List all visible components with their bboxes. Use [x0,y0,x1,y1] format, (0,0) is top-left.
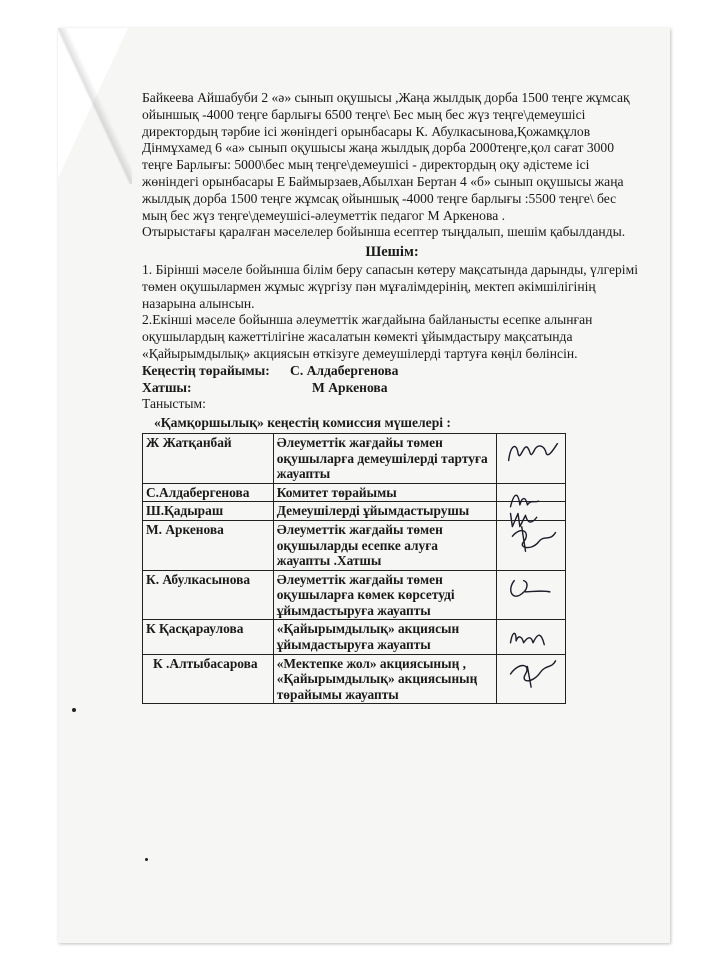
member-name: С.Алдабергенова [143,483,274,502]
decision-point-2: 2.Екінші мәселе бойынша әлеуметтік жағдайына байланысты есепке алынған оқушылардың кажеттілігіне жасалатын көмекті ұйымдастыру мақсатында «Қайырымдылық» акциясын өткізуге демеушілерді тартуға көңіл бөлінсін. [142,312,593,361]
decision-point-1: 1. Бірінші мәселе бойынша білім беру сапасын көтеру мақсатында дарынды, үлгерімі төмен оқушылармен жұмыс жүргізу пән мұғалімдерінің, мектеп әкімшілігінің назарына алынсын. [142,261,638,311]
chair-label: Кеңестің төрайымы: [142,362,270,378]
member-role: Әлеуметтік жағдайы төмен оқушыларға демеушілерді тартуға жауапты [273,433,496,483]
member-signature-cell [496,654,565,704]
member-role: «Қайырымдылық» акциясын ұйымдастыруға жауапты [273,620,496,654]
signature-stroke [511,580,550,596]
handwritten-signature [503,657,563,691]
document-body [142,90,642,704]
decision-heading: Шешім: [365,244,419,261]
member-role: Комитет төрайымы [273,483,496,502]
chair-name: С. Алдабергенова [290,362,399,378]
folded-corner-shadow [58,28,132,184]
member-signature-cell [496,483,565,502]
signature-stroke [512,527,555,551]
member-signature-cell [496,433,565,483]
member-name: Ж Жатқанбай [143,433,274,483]
intro-paragraph: Байкеева Айшабуби 2 «ә» сынып оқушысы ,Жаңа жылдық дорба 1500 теңге жұмсақ ойыншық -4000 теңге барлығы 6500 теңге\ Бес мың бес жүз теңге\демеушісі директордың тәрбие ісі жөніндегі орынбасары К. Абулкасынова,Қожамқұлов Дінмұхамед 6 «а» сынып оқушысы жаңа жылдық дорба 2000теңге,қол сағат 3000 теңге Барлығы: 5000\бес мың теңге\демеушісі - директордың оқу әдістеме ісі жөніндегі орынбасары Е Баймырзаев,Абылхан Бертан 4 «б» сынып оқушысы жаңа жылдық дорба 1500 теңге жұмсақ ойыншық -4000 теңге барлығы :5500 теңге\ бес мың бес жүз теңге\демеушісі-әлеуметтік педагог М Аркенова . [142,90,630,223]
signature-stroke [510,661,555,687]
member-name: К .Алтыбасарова [143,654,274,704]
table-row [143,520,566,570]
secretary-label: Хатшы: [142,379,192,395]
handwritten-signature [503,436,563,470]
member-name: К Қасқараулова [143,620,274,654]
summary-paragraph: Отырыстағы қаралған мәселелер бойынша есептер тыңдалып, шешім қабылданды. [142,224,626,240]
signature-stroke [509,444,558,461]
table-row [143,502,566,521]
secretary-signature-line [142,380,642,397]
member-signature-cell [496,502,565,521]
member-name: Ш.Қадыраш [143,502,274,521]
member-role: Әлеуметтік жағдайы төмен оқушыларға көмек көрсетуді ұйымдастыруға жауапты [273,570,496,620]
member-signature-cell [496,520,565,570]
commission-title: «Қамқоршылық» кеңестің комиссия мүшелері : [154,415,451,431]
member-role: Әлеуметтік жағдайы төмен оқушыларды есепке алуға жауапты .Хатшы [273,520,496,570]
table-row [143,433,566,483]
table-row [143,570,566,620]
handwritten-signature [503,622,563,656]
acquainted-label: Таныстым: [142,396,206,412]
handwritten-signature [503,523,563,557]
member-role: Демеушілерді ұйымдастырушы [273,502,496,521]
table-row [143,620,566,654]
secretary-name: М Аркенова [312,379,388,395]
member-name: К. Абулкасынова [143,570,274,620]
ink-dot [145,858,148,861]
commission-members-table [142,433,566,705]
handwritten-signature [503,573,563,607]
signature-stroke [510,634,544,645]
chair-signature-line [142,363,642,380]
ink-dot [72,708,76,712]
member-role: «Мектепке жол» акциясының , «Қайырымдылық» акциясының төрайымы жауапты [273,654,496,704]
table-row [143,483,566,502]
table-row [143,654,566,704]
member-name: М. Аркенова [143,520,274,570]
member-signature-cell [496,570,565,620]
member-signature-cell [496,620,565,654]
document-sheet [58,28,670,943]
